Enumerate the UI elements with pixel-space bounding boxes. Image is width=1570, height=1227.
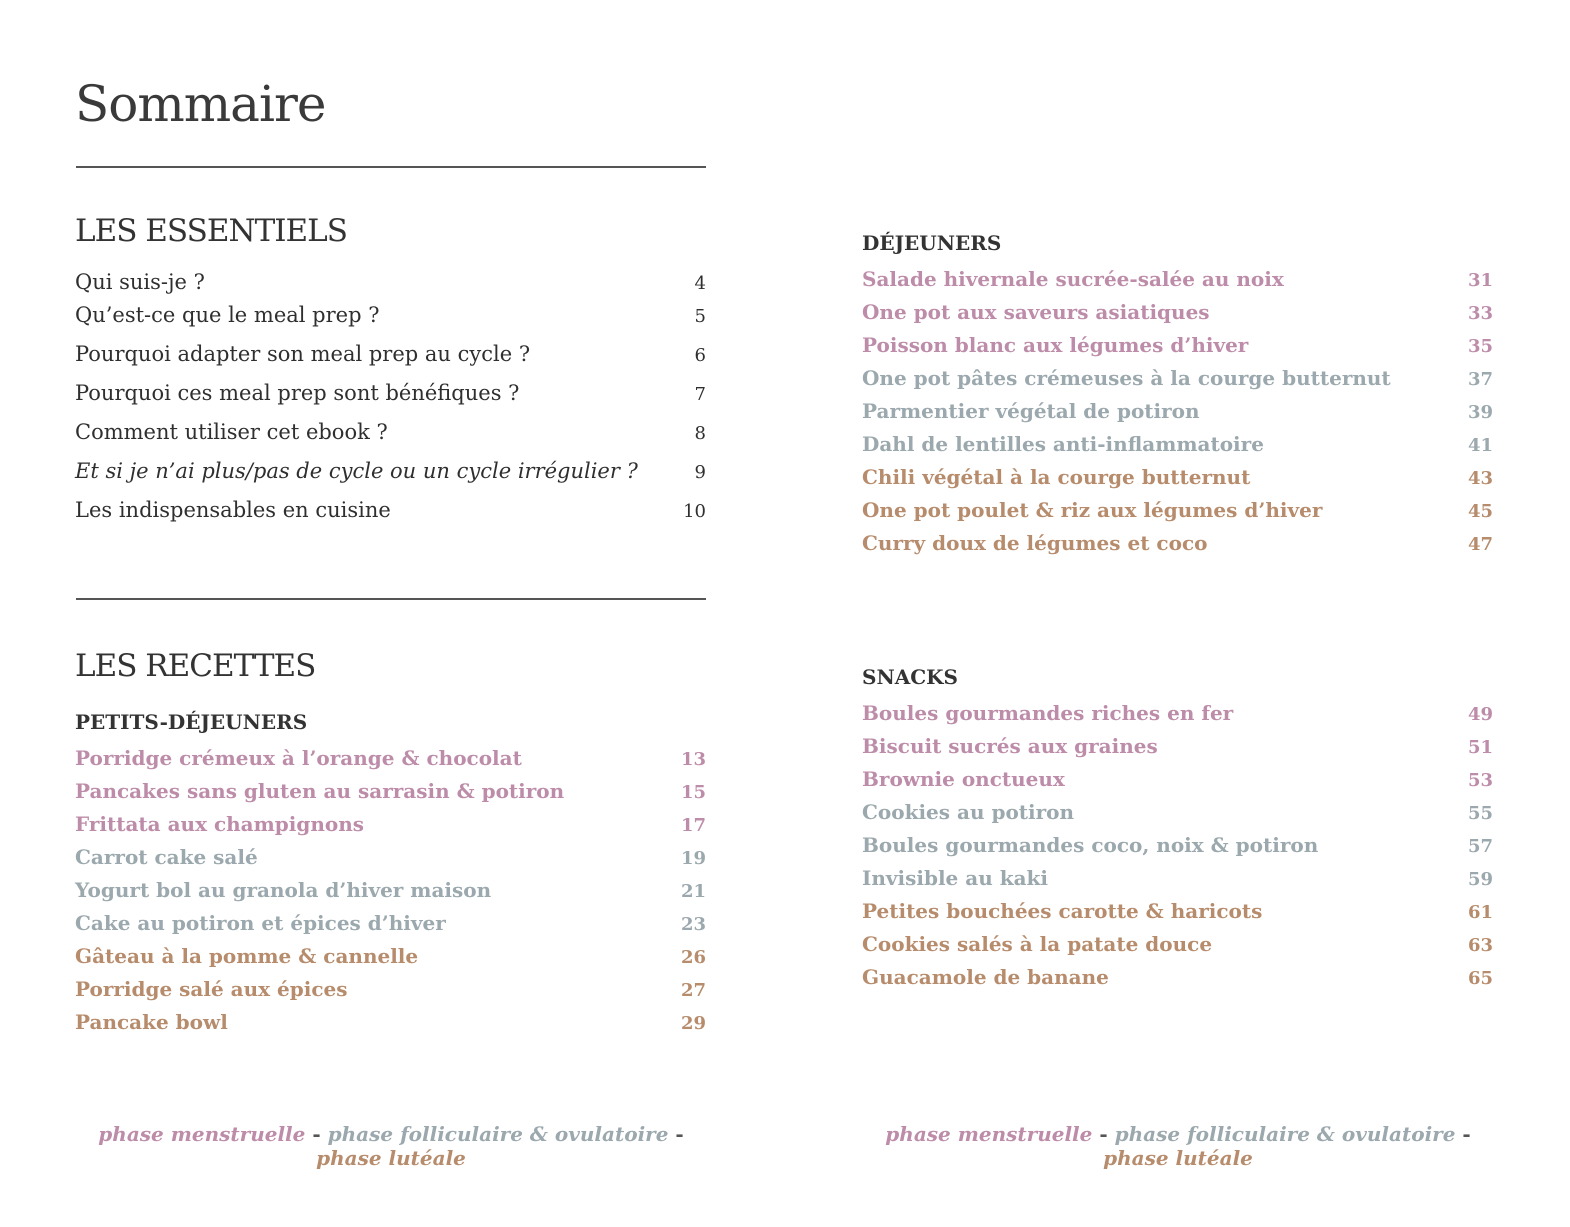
toc-entry[interactable]: [75, 459, 706, 498]
toc-entry-label: Invisible au kaki: [862, 866, 1048, 890]
toc-entry-page: 6: [694, 345, 706, 366]
toc-entry[interactable]: [75, 977, 706, 1010]
toc-entry-label: Brownie onctueux: [862, 767, 1065, 791]
toc-entry[interactable]: [75, 944, 706, 977]
toc-entry[interactable]: [862, 866, 1493, 899]
toc-entry-label: One pot pâtes crémeuses à la courge butternut: [862, 366, 1391, 390]
toc-entry-page: 65: [1467, 968, 1493, 989]
toc-entry[interactable]: [862, 333, 1493, 366]
toc-entry[interactable]: [75, 342, 706, 381]
toc-entry[interactable]: [75, 381, 706, 420]
divider: [76, 598, 706, 600]
toc-entry-page: 26: [680, 947, 706, 968]
toc-entry[interactable]: [862, 701, 1493, 734]
toc-entry-label: Pourquoi adapter son meal prep au cycle ?: [75, 342, 531, 366]
toc-entry-label: Comment utiliser cet ebook ?: [75, 420, 388, 444]
toc-entry[interactable]: [862, 800, 1493, 833]
legend-separator: -: [1462, 1122, 1471, 1146]
subheading-breakfasts: PETITS-DÉJEUNERS: [75, 710, 308, 734]
toc-entry[interactable]: [75, 911, 706, 944]
toc-entry-page: 17: [680, 815, 706, 836]
toc-entry-page: 8: [694, 423, 706, 444]
toc-entry-label: Porridge salé aux épices: [75, 977, 348, 1001]
toc-entry[interactable]: [862, 531, 1493, 564]
toc-entry[interactable]: [862, 767, 1493, 800]
breakfasts-list: [75, 746, 706, 1043]
toc-entry-page: 37: [1467, 369, 1493, 390]
toc-entry-label: Gâteau à la pomme & cannelle: [75, 944, 419, 968]
toc-entry-page: 53: [1467, 770, 1493, 791]
toc-entry-page: 57: [1467, 836, 1493, 857]
toc-entry-label: Et si je n’ai plus/pas de cycle ou un cycle irrégulier ?: [75, 459, 638, 483]
toc-entry[interactable]: [862, 399, 1493, 432]
toc-entry-page: 21: [680, 881, 706, 902]
essentials-list: [75, 270, 706, 537]
toc-entry-label: Pourquoi ces meal prep sont bénéfiques ?: [75, 381, 520, 405]
toc-entry-page: 59: [1467, 869, 1493, 890]
toc-entry[interactable]: [75, 746, 706, 779]
toc-entry-page: 15: [680, 782, 706, 803]
toc-entry-label: Dahl de lentilles anti-inflammatoire: [862, 432, 1264, 456]
toc-entry-page: 7: [694, 384, 706, 405]
toc-entry[interactable]: [862, 366, 1493, 399]
toc-entry-page: 43: [1467, 468, 1493, 489]
toc-entry[interactable]: [862, 899, 1493, 932]
toc-entry-page: 19: [680, 848, 706, 869]
toc-entry-label: Chili végétal à la courge butternut: [862, 465, 1251, 489]
divider: [76, 166, 706, 168]
toc-entry-page: 61: [1467, 902, 1493, 923]
toc-entry-page: 13: [680, 749, 706, 770]
toc-entry-label: Biscuit sucrés aux graines: [862, 734, 1158, 758]
toc-entry[interactable]: [862, 432, 1493, 465]
toc-entry-page: 27: [680, 980, 706, 1001]
toc-entry[interactable]: [862, 267, 1493, 300]
legend-separator: -: [312, 1122, 321, 1146]
toc-entry[interactable]: [75, 845, 706, 878]
toc-entry-page: 35: [1467, 336, 1493, 357]
toc-entry-page: 39: [1467, 402, 1493, 423]
legend-folliculaire: phase folliculaire & ovulatoire: [327, 1122, 669, 1146]
section-heading-recipes: LES RECETTES: [75, 648, 316, 684]
toc-entry-label: Boules gourmandes coco, noix & potiron: [862, 833, 1319, 857]
toc-entry-label: Parmentier végétal de potiron: [862, 399, 1200, 423]
phase-legend: [863, 1122, 1493, 1170]
toc-entry-page: 31: [1467, 270, 1493, 291]
toc-entry-label: One pot poulet & riz aux légumes d’hiver: [862, 498, 1323, 522]
toc-entry[interactable]: [862, 833, 1493, 866]
page-title: Sommaire: [75, 75, 326, 133]
toc-entry-page: 23: [680, 914, 706, 935]
toc-entry-page: 51: [1467, 737, 1493, 758]
legend-luteale: phase lutéale: [316, 1146, 466, 1170]
toc-entry-label: One pot aux saveurs asiatiques: [862, 300, 1210, 324]
legend-separator: -: [1099, 1122, 1108, 1146]
toc-entry-page: 5: [694, 306, 706, 327]
toc-entry-label: Pancakes sans gluten au sarrasin & potiron: [75, 779, 565, 803]
toc-entry-label: Boules gourmandes riches en fer: [862, 701, 1234, 725]
toc-entry-label: Les indispensables en cuisine: [75, 498, 391, 522]
toc-entry-page: 10: [683, 501, 706, 522]
phase-legend: [76, 1122, 706, 1170]
toc-entry[interactable]: [862, 300, 1493, 333]
toc-entry-page: 9: [694, 462, 706, 483]
toc-entry-page: 33: [1467, 303, 1493, 324]
toc-entry-page: 29: [680, 1013, 706, 1034]
toc-entry[interactable]: [862, 932, 1493, 965]
section-heading-essentials: LES ESSENTIELS: [75, 213, 347, 249]
legend-luteale: phase lutéale: [1103, 1146, 1253, 1170]
toc-entry-page: 49: [1467, 704, 1493, 725]
toc-entry-label: Frittata aux champignons: [75, 812, 365, 836]
lunches-list: [862, 267, 1493, 564]
legend-menstruelle: phase menstruelle: [885, 1122, 1093, 1146]
toc-entry[interactable]: [862, 734, 1493, 767]
subheading-lunches: DÉJEUNERS: [862, 231, 1002, 255]
toc-entry-label: Curry doux de légumes et coco: [862, 531, 1208, 555]
toc-entry[interactable]: [75, 498, 706, 537]
toc-entry-page: 45: [1467, 501, 1493, 522]
toc-entry[interactable]: [75, 1010, 706, 1043]
toc-entry-label: Yogurt bol au granola d’hiver maison: [75, 878, 492, 902]
legend-menstruelle: phase menstruelle: [98, 1122, 306, 1146]
snacks-list: [862, 701, 1493, 998]
toc-entry-page: 4: [694, 273, 706, 294]
toc-entry[interactable]: [862, 965, 1493, 998]
legend-separator: -: [675, 1122, 684, 1146]
toc-entry-label: Salade hivernale sucrée-salée au noix: [862, 267, 1284, 291]
toc-entry-label: Cake au potiron et épices d’hiver: [75, 911, 446, 935]
toc-entry[interactable]: [75, 303, 706, 342]
toc-entry-page: 55: [1467, 803, 1493, 824]
toc-entry-label: Porridge crémeux à l’orange & chocolat: [75, 746, 522, 770]
toc-entry-label: Carrot cake salé: [75, 845, 258, 869]
toc-entry-page: 47: [1467, 534, 1493, 555]
toc-entry-label: Guacamole de banane: [862, 965, 1109, 989]
toc-entry-label: Qui suis-je ?: [75, 270, 205, 294]
toc-entry[interactable]: [862, 498, 1493, 531]
toc-entry-label: Cookies au potiron: [862, 800, 1075, 824]
toc-entry[interactable]: [75, 420, 706, 459]
toc-entry-label: Petites bouchées carotte & haricots: [862, 899, 1263, 923]
toc-entry[interactable]: [862, 465, 1493, 498]
subheading-snacks: SNACKS: [862, 665, 958, 689]
toc-entry[interactable]: [75, 878, 706, 911]
toc-entry-page: 63: [1467, 935, 1493, 956]
toc-entry-page: 41: [1467, 435, 1493, 456]
toc-entry-label: Pancake bowl: [75, 1010, 228, 1034]
toc-entry[interactable]: [75, 779, 706, 812]
toc-entry[interactable]: [75, 812, 706, 845]
toc-entry[interactable]: [75, 270, 706, 303]
legend-folliculaire: phase folliculaire & ovulatoire: [1114, 1122, 1456, 1146]
toc-entry-label: Qu’est-ce que le meal prep ?: [75, 303, 380, 327]
toc-entry-label: Cookies salés à la patate douce: [862, 932, 1213, 956]
toc-entry-label: Poisson blanc aux légumes d’hiver: [862, 333, 1249, 357]
